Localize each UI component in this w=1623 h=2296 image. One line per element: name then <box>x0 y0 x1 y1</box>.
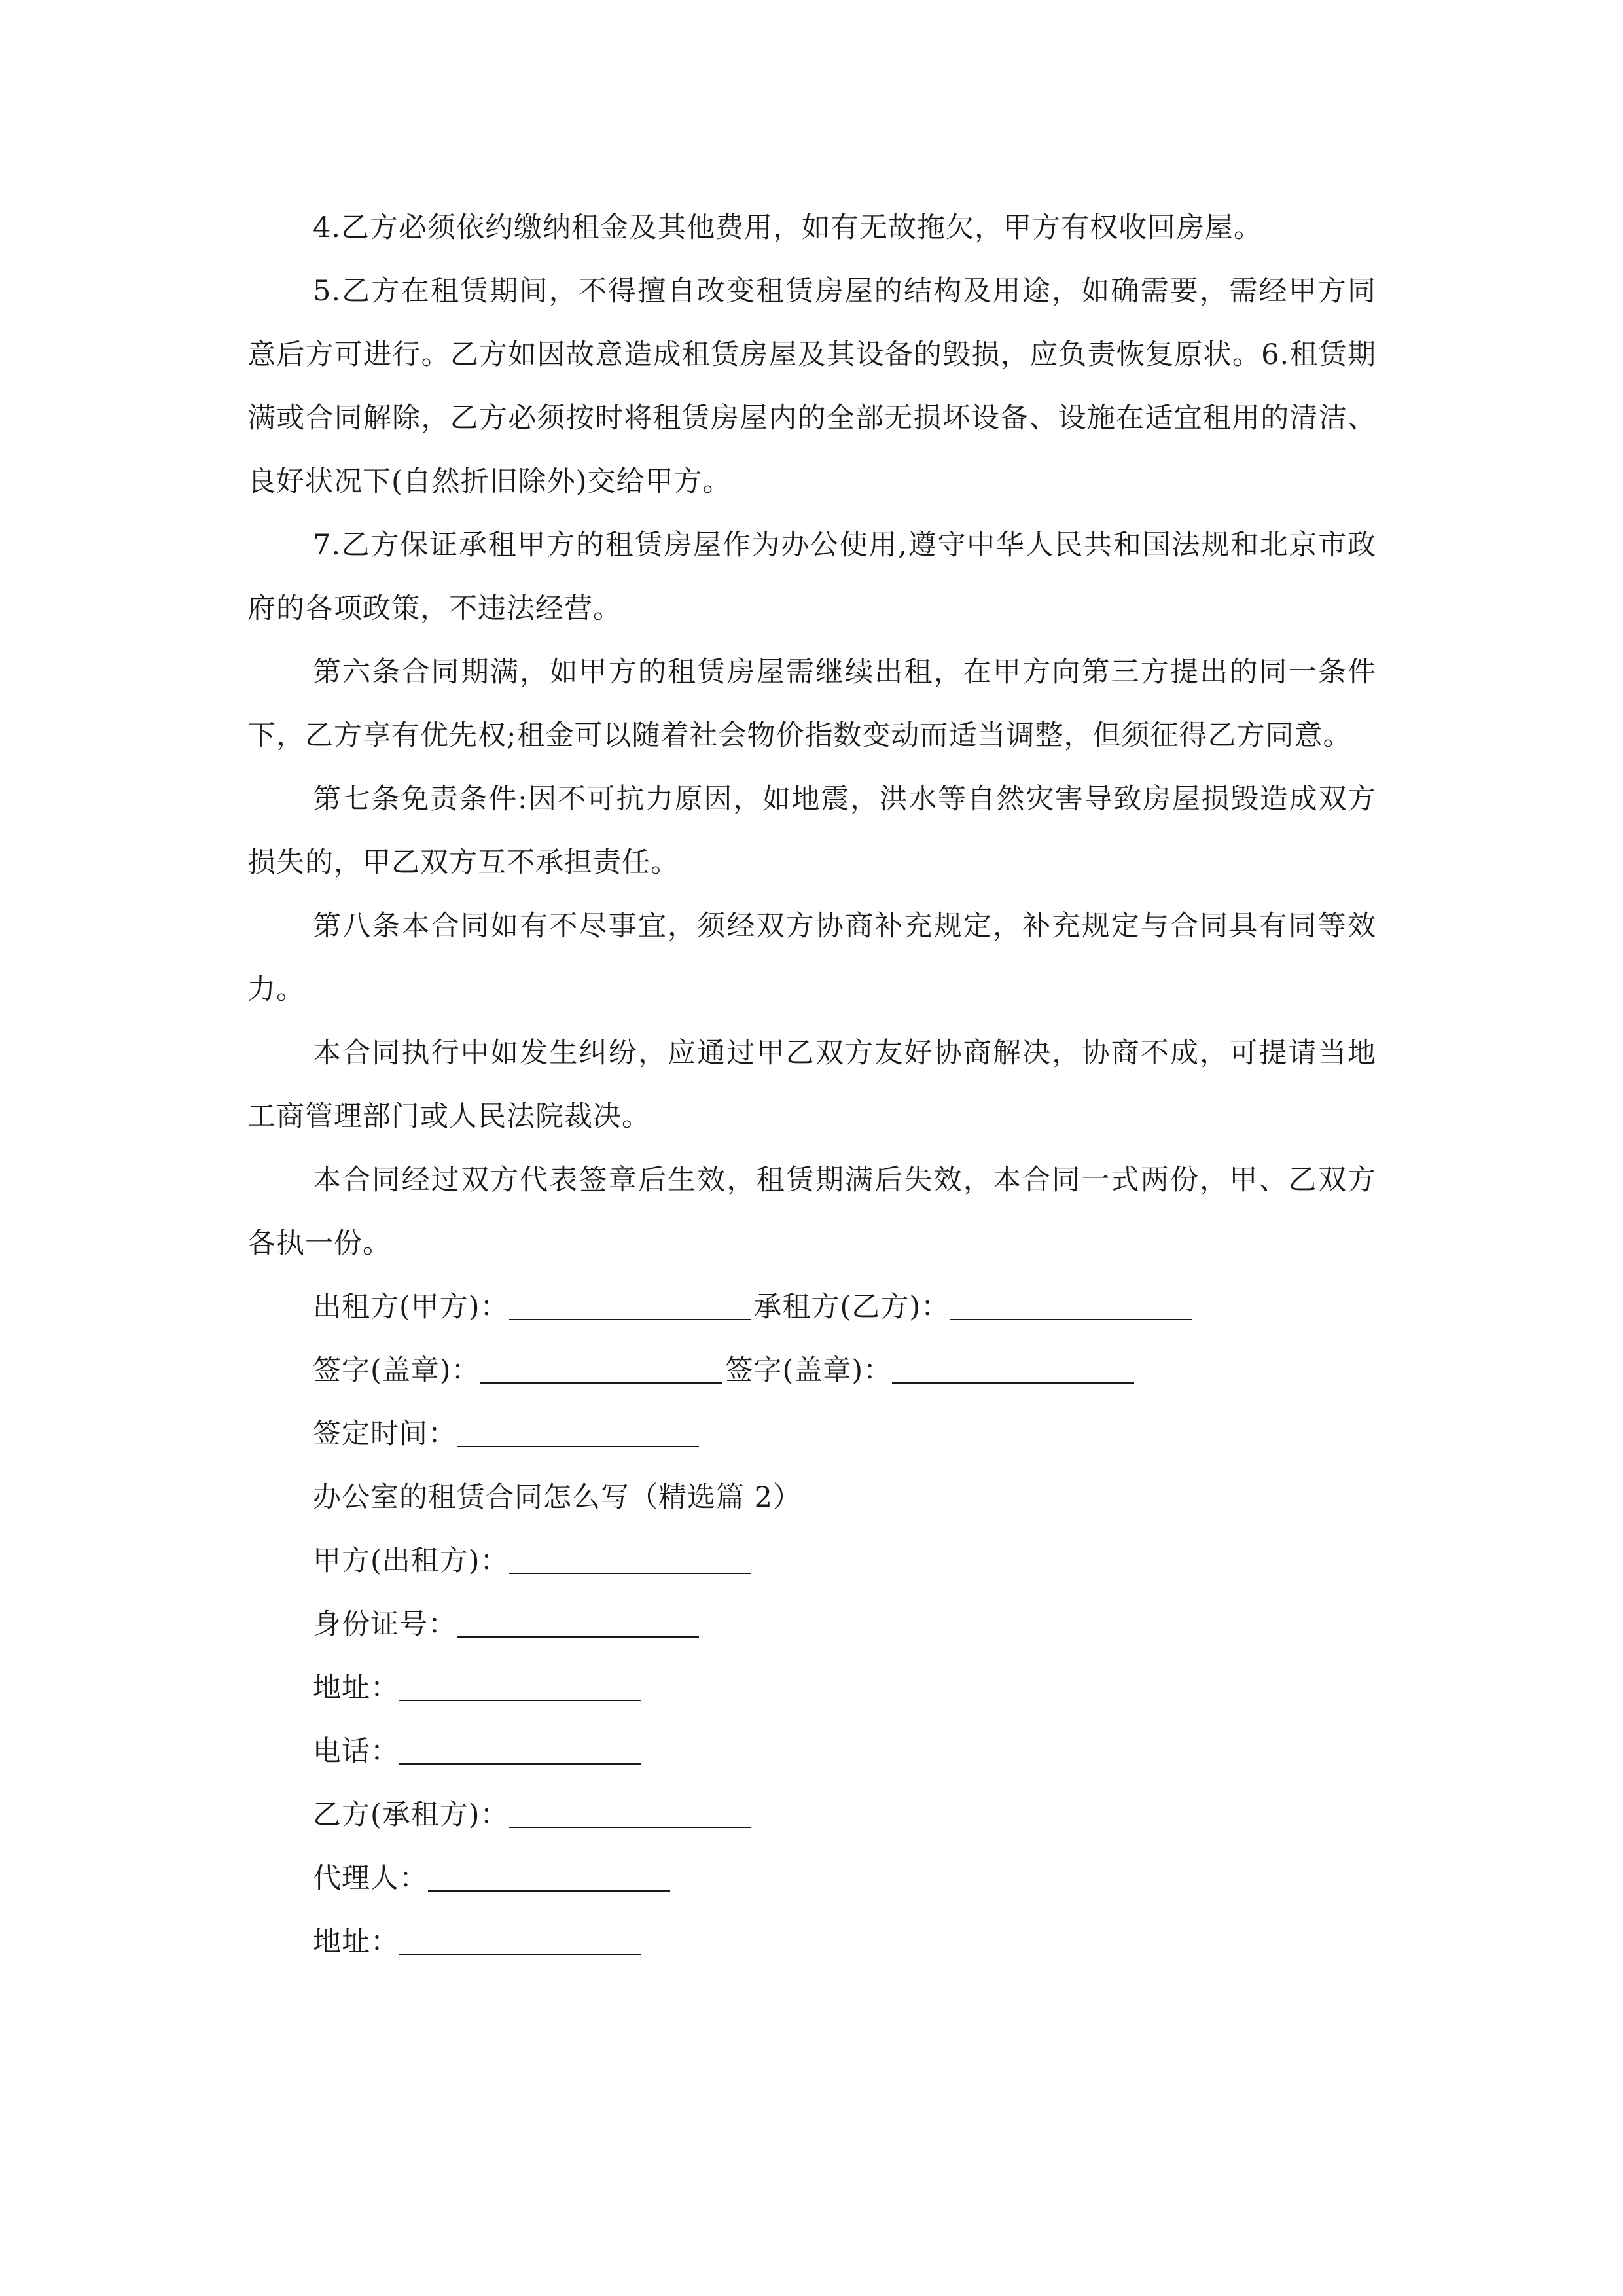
section-title <box>247 1466 1376 1530</box>
seal-blank-lessee[interactable] <box>892 1356 1134 1384</box>
address-line-a <box>247 1657 1376 1720</box>
clause-paragraph: 本合同执行中如发生纠纷，应通过甲乙双方友好协商解决，协商不成，可提请当地工商管理部门或人民法院裁决。 <box>247 1037 1376 1133</box>
clause-paragraph: 第八条本合同如有不尽事宜，须经双方协商补充规定，补充规定与合同具有同等效力。 <box>247 910 1376 1006</box>
id-number-blank[interactable] <box>457 1610 699 1638</box>
phone-label: 电话： <box>313 1735 399 1768</box>
clause-paragraph: 4.乙方必须依约缴纳租金及其他费用，如有无故拖欠，甲方有权收回房屋。 <box>313 211 1263 244</box>
signature-parties-line <box>247 1276 1376 1339</box>
party-a-line <box>247 1530 1376 1593</box>
lessor-label: 出租方(甲方)： <box>313 1291 509 1323</box>
agent-line <box>247 1847 1376 1910</box>
address-label-b: 地址： <box>313 1926 399 1958</box>
seal-blank-lessor[interactable] <box>480 1356 722 1384</box>
party-b-blank[interactable] <box>509 1801 751 1828</box>
clause-paragraph: 本合同经过双方代表签章后生效，租赁期满后失效，本合同一式两份，甲、乙双方各执一份。 <box>247 1164 1376 1260</box>
address-line-b <box>247 1910 1376 1974</box>
phone-blank[interactable] <box>399 1737 641 1765</box>
clause-paragraph: 第六条合同期满，如甲方的租赁房屋需继续出租，在甲方向第三方提出的同一条件下，乙方享有优先权;租金可以随着社会物价指数变动而适当调整，但须征得乙方同意。 <box>247 656 1376 752</box>
clause-paragraph: 第七条免责条件:因不可抗力原因，如地震，洪水等自然灾害导致房屋损毁造成双方损失的，甲乙双方互不承担责任。 <box>247 783 1376 879</box>
lessee-label: 承租方(乙方)： <box>753 1291 950 1323</box>
party-a-blank[interactable] <box>509 1547 751 1574</box>
party-a-label: 甲方(出租方)： <box>313 1545 509 1577</box>
agent-label: 代理人： <box>313 1862 428 1895</box>
seal-label-lessee: 签字(盖章)： <box>724 1354 893 1387</box>
clause-paragraph: 7.乙方保证承租甲方的租赁房屋作为办公使用,遵守中华人民共和国法规和北京市政府的各项政策，不违法经营。 <box>247 529 1376 625</box>
section-title-text: 办公室的租赁合同怎么写（精选篇 2） <box>313 1481 802 1514</box>
signature-seal-line <box>247 1339 1376 1403</box>
sign-date-label: 签定时间： <box>313 1418 457 1450</box>
party-b-line <box>247 1784 1376 1847</box>
id-number-line <box>247 1593 1376 1657</box>
lessee-blank[interactable] <box>950 1293 1192 1320</box>
clause-paragraph: 5.乙方在租赁期间，不得擅自改变租赁房屋的结构及用途，如确需要，需经甲方同意后方可进行。乙方如因故意造成租赁房屋及其设备的毁损，应负责恢复原状。6.租赁期满或合同解除，乙方必须按时将租赁房屋内的全部无损坏设备、设施在适宜租用的清洁、良好状况下(自然折旧除外)交给甲方。 <box>247 275 1376 498</box>
seal-label-lessor: 签字(盖章)： <box>313 1354 480 1387</box>
phone-line <box>247 1720 1376 1784</box>
document-body <box>247 196 1376 1974</box>
sign-date-blank[interactable] <box>457 1420 699 1447</box>
agent-blank[interactable] <box>428 1864 670 1892</box>
sign-date-line <box>247 1403 1376 1466</box>
address-label-a: 地址： <box>313 1672 399 1704</box>
address-blank-a[interactable] <box>399 1674 641 1701</box>
lessor-blank[interactable] <box>509 1293 751 1320</box>
id-number-label: 身份证号： <box>313 1608 457 1641</box>
address-blank-b[interactable] <box>399 1928 641 1955</box>
party-b-label: 乙方(承租方)： <box>313 1799 509 1831</box>
